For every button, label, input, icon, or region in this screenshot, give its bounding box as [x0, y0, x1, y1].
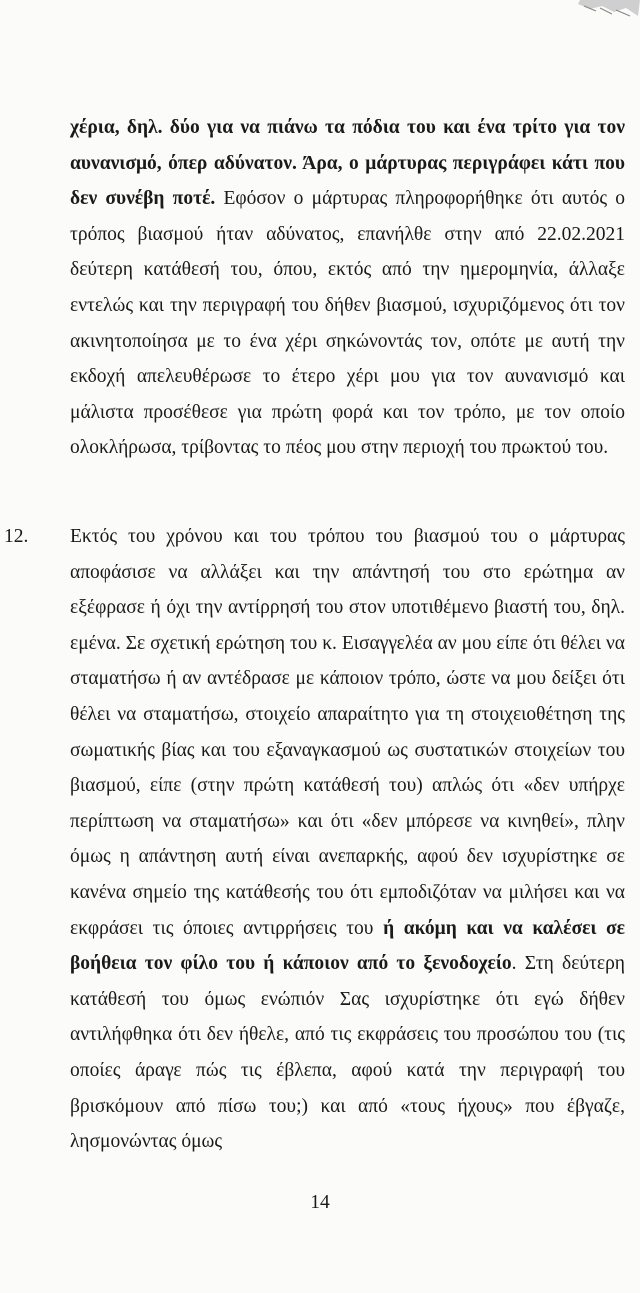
body-text: Εφόσον ο μάρτυρας πληροφορήθηκε ότι αυτός ο τρόπος βιασμού ήταν αδύνατος, επανήλθε στην από 22.02.2021 δεύτερη κατάθεσή του, όπου, εκτός από την ημερομηνία, άλλαξε εντελώς και την περιγραφή του δήθεν βιασμού, ισχυριζόμενος ότι τον ακινητοποίησα με το ένα χέρι σηκώνοντάς τον, οπότε με αυτή την εκδοχή απελευθέρωσε το έτερο χέρι μου για τον αυνανισμό και μάλιστα προσέθεσε για πρώτη φορά και τον τρόπο, με τον οποίο ολοκλήρωσα, τρίβοντας το πέος μου στην περιοχή του πρωκτού του. [70, 188, 625, 459]
bold-text: χέρια, δηλ. δύο για να πιάνω τα πόδια του και ένα τρίτο για τον αυνανισμό, όπερ αδύνατον. Άρα, ο μάρτυρας περιγράφει κάτι που δεν συνέβη ποτέ. [70, 117, 625, 210]
paragraph-continued [70, 110, 625, 466]
stamp-mark-corner [570, 0, 640, 22]
paragraph-12 [4, 519, 625, 1160]
paragraph-number: 12. [4, 526, 29, 547]
body-text: Εκτός του χρόνου και του τρόπου του βιασμού του ο μάρτυρας αποφάσισε να αλλάξει και την απάντησή του στο ερώτημα αν εξέφρασε ή όχι την αντίρρησή του στον υποτιθέμενο βιαστή του, δηλ. εμένα. Σε σχετική ερώτηση του κ. Εισαγγελέα αν μου είπε ότι θέλει να σταματήσω ή αν αντέδρασε με κάποιον τρόπο, ώστε να μου δείξει ότι θέλει να σταματήσω, στοιχείο απαραίτητο για τη στοιχειοθέτηση της σωματικής βίας και του εξαναγκασμού ως συστατικών στοιχείων του βιασμού, είπε (στην πρώτη κατάθεσή του) απλώς ότι «δεν υπήρχε περίπτωση να σταματήσω» και ότι «δεν μπόρεσε να κινηθεί», πλην όμως η απάντηση αυτή είναι ανεπαρκής, αφού δεν ισχυρίστηκε σε κανένα σημείο της κατάθεσής του ότι εμποδιζόταν να μιλήσει και να εκφράσει τις όποιες αντιρρήσεις του [70, 526, 625, 939]
page-number: 14 [310, 1192, 330, 1213]
bold-text: ή ακόμη και να καλέσει σε βοήθεια τον φίλο του ή κάποιον από το ξενοδοχείο [70, 917, 625, 975]
body-text: . Στη δεύτερη κατάθεσή του όμως ενώπιόν Σας ισχυρίστηκε ότι εγώ δήθεν αντιλήφθηκα ότι δεν ήθελε, από τις εκφράσεις του προσώπου του (τις οποίες άραγε πώς τις έβλεπα, αφού κατά την περιγραφή του βρισκόμουν από πίσω του;) και από «τους ήχους» που έβγαζε, λησμονώντας όμως [70, 953, 625, 1153]
